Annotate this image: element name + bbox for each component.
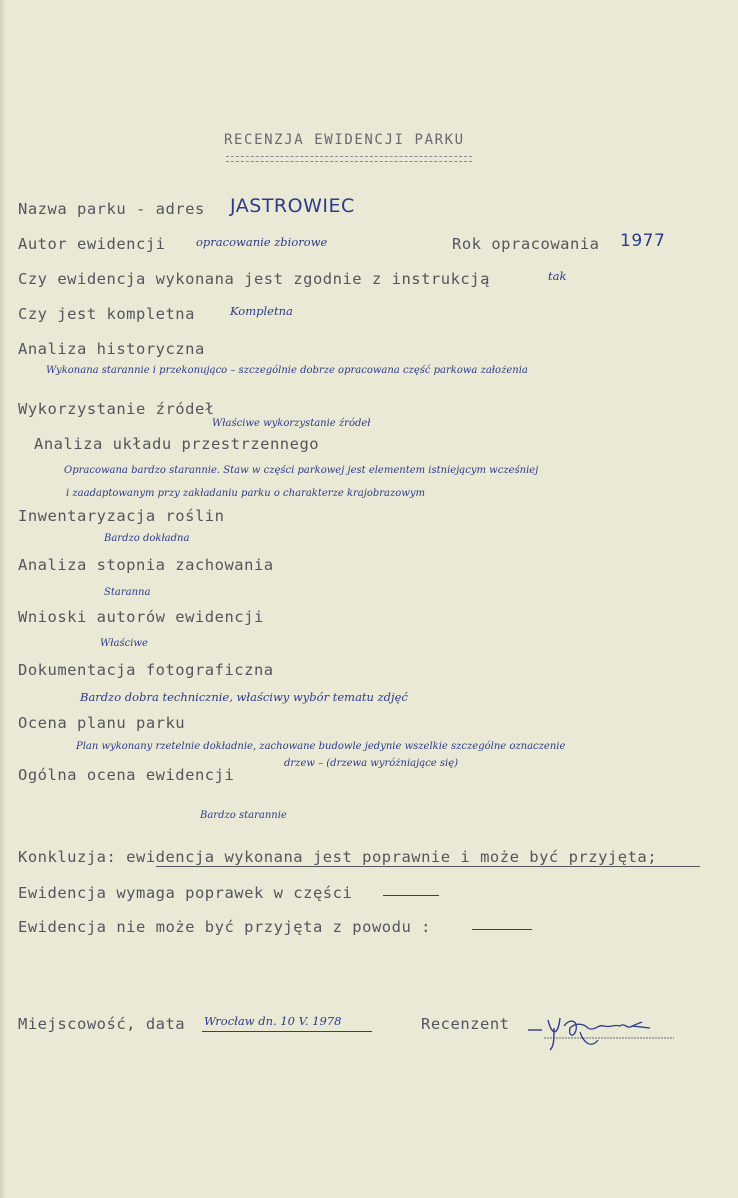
document-title: RECENZJA EWIDENCJI PARKU [224, 132, 465, 148]
plants-value: Bardzo dokładna [104, 533, 190, 544]
reviewer-label: Recenzent [421, 1015, 510, 1033]
corrections-blank [383, 895, 439, 896]
historical-label: Analiza historyczna [18, 340, 205, 358]
rejection-text: Ewidencja nie może być przyjęta z powodu : [18, 918, 431, 936]
plants-label: Inwentaryzacja roślin [18, 507, 225, 525]
place-date-value: Wrocław dn. 10 V. 1978 [204, 1014, 342, 1028]
year-label: Rok opracowania [452, 235, 600, 253]
historical-value: Wykonana starannie i przekonująco – szczególnie dobrze opracowana część parkowa założenia [46, 365, 528, 376]
conclusion-text: Konkluzja: ewidencja wykonana jest poprawnie i może być przyjęta; [18, 848, 658, 866]
photo-label: Dokumentacja fotograficzna [18, 661, 274, 679]
place-date-label: Miejscowość, data [18, 1015, 186, 1033]
plan-label: Ocena planu parku [18, 714, 186, 732]
compliance-value: tak [548, 269, 567, 283]
spatial-value-line2: i zaadaptowanym przy zakładaniu parku o charakterze krajobrazowym [66, 488, 425, 499]
paper-edge [0, 0, 6, 1198]
reviewer-signature [524, 1010, 684, 1054]
spatial-value-line1: Opracowana bardzo starannie. Staw w części parkowej jest elementem istniejącym wcześniej [64, 465, 539, 476]
plan-value-line1: Plan wykonany rzetelnie dokładnie, zachowane budowle jedynie wszelkie szczególne oznaczenie [76, 741, 566, 752]
plan-value-line2: drzew – (drzewa wyróżniające się) [284, 758, 459, 769]
preservation-label: Analiza stopnia zachowania [18, 556, 274, 574]
author-label: Autor ewidencji [18, 235, 166, 253]
park-name-value: JASTROWIEC [230, 195, 355, 217]
year-value: 1977 [620, 231, 666, 251]
sources-label: Wykorzystanie źródeł [18, 400, 215, 418]
rejection-blank [472, 929, 532, 930]
overall-label: Ogólna ocena ewidencji [18, 766, 235, 784]
overall-value: Bardzo starannie [200, 810, 287, 821]
author-value: opracowanie zbiorowe [196, 235, 328, 249]
place-date-underline [202, 1031, 372, 1032]
sources-value: Właściwe wykorzystanie źródeł [212, 418, 371, 429]
title-double-underline [226, 156, 472, 162]
preservation-value: Staranna [104, 587, 151, 598]
complete-label: Czy jest kompletna [18, 305, 195, 323]
spatial-label: Analiza układu przestrzennego [34, 435, 320, 453]
park-name-label: Nazwa parku - adres [18, 200, 205, 218]
conclusions-label: Wnioski autorów ewidencji [18, 608, 264, 626]
corrections-text: Ewidencja wymaga poprawek w części [18, 884, 353, 902]
compliance-label: Czy ewidencja wykonana jest zgodnie z instrukcją [18, 270, 490, 288]
complete-value: Kompletna [230, 304, 293, 318]
photo-value: Bardzo dobra technicznie, właściwy wybór tematu zdjęć [80, 690, 408, 704]
conclusions-value: Właściwe [100, 638, 148, 649]
conclusion-underline [156, 866, 700, 867]
